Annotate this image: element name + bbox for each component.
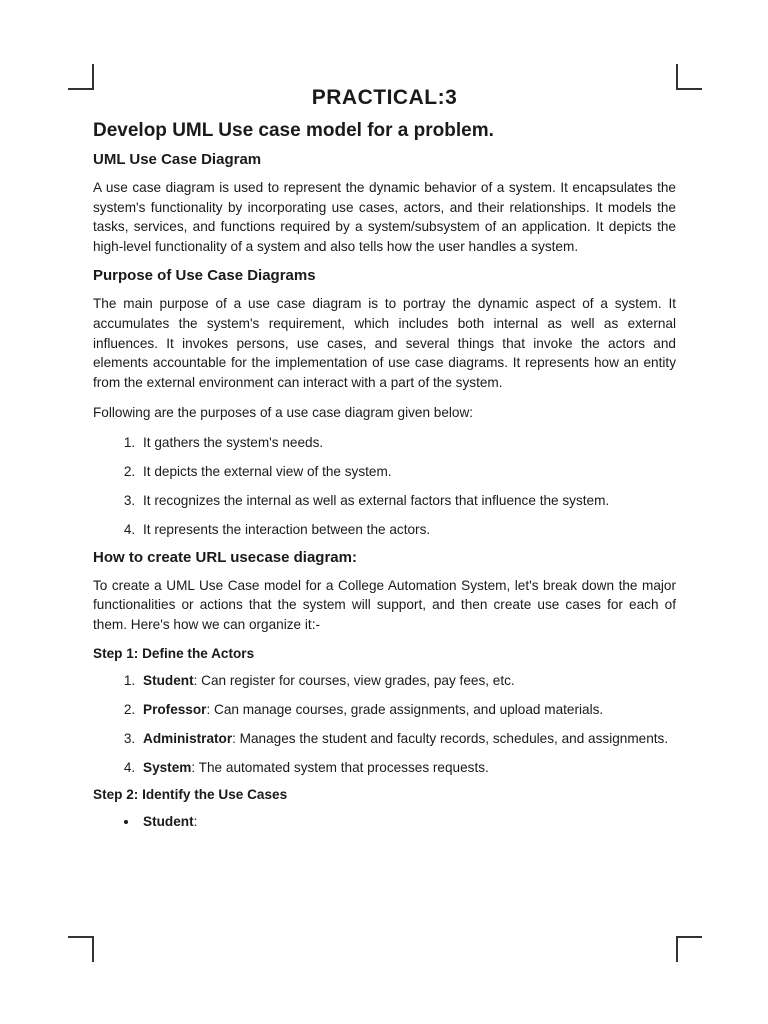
actors-list [93,671,676,778]
crop-mark-top-left [68,64,94,90]
step2-heading: Step 2: Identify the Use Cases [93,786,288,802]
section-paragraph-purpose: The main purpose of a use case diagram is to portray the dynamic aspect of a system. It accumulates the system's requirement, which includes both internal as well as external influences. It invokes persons, use cases, and several things that invoke the actors and elements accountable for the implementation of use case diagrams. It represents how an entity from the external environment can interact with a part of the system. [93,296,676,390]
section-paragraph-how-to-create: To create a UML Use Case model for a College Automation System, let's break down the major functionalities or actions that the system will support, and then create use cases for each of them. Here's how we can organize it:- [93,577,676,633]
list-item [139,758,676,778]
bullet-name: Student [143,813,194,829]
list-item: 1. It gathers the system's needs. [139,433,676,453]
page-title: PRACTICAL:3 [311,86,458,109]
crop-mark-bottom-right [676,936,702,962]
list-item: 3. It recognizes the internal as well as external factors that influence the system. [139,491,676,511]
actor-name: System [143,759,192,775]
actor-name: Student [143,672,194,688]
bullet-suffix: : [193,813,198,829]
actor-desc: : Manages the student and faculty records, schedules, and assignments. [232,730,669,746]
section-heading-purpose: Purpose of Use Case Diagrams [93,267,316,285]
step1-heading: Step 1: Define the Actors [93,645,255,661]
actor-desc: : The automated system that processes requests. [191,759,489,775]
actor-name: Administrator [143,730,233,746]
list-item [139,671,676,691]
purpose-intro: Following are the purposes of a use case diagram given below: [93,405,474,421]
actor-desc: : Can register for courses, view grades, pay fees, etc. [193,672,515,688]
section-heading-how-to-create: How to create URL usecase diagram: [93,548,357,566]
actor-desc: : Can manage courses, grade assignments, and upload materials. [206,701,604,717]
page-subtitle: Develop UML Use case model for a problem. [93,120,494,141]
actor-name: Professor [143,701,207,717]
crop-mark-bottom-left [68,936,94,962]
crop-mark-top-right [676,64,702,90]
use-case-list [93,812,676,832]
page-content [93,86,676,841]
list-item: 2. It depicts the external view of the system. [139,462,676,482]
purpose-list [93,433,676,540]
list-item [139,729,676,749]
list-item: 4. It represents the interaction between the actors. [139,520,676,540]
section-paragraph-uml-use-case: A use case diagram is used to represent the dynamic behavior of a system. It encapsulates the system's functionality by incorporating use cases, actors, and their relationships. It models the tasks, services, and functions required by a system/subsystem of an application. It depicts the high-level functionality of a system and also tells how the user handles a system. [93,180,676,254]
list-item [139,700,676,720]
list-item [139,812,676,832]
section-heading-uml-use-case: UML Use Case Diagram [93,151,262,168]
